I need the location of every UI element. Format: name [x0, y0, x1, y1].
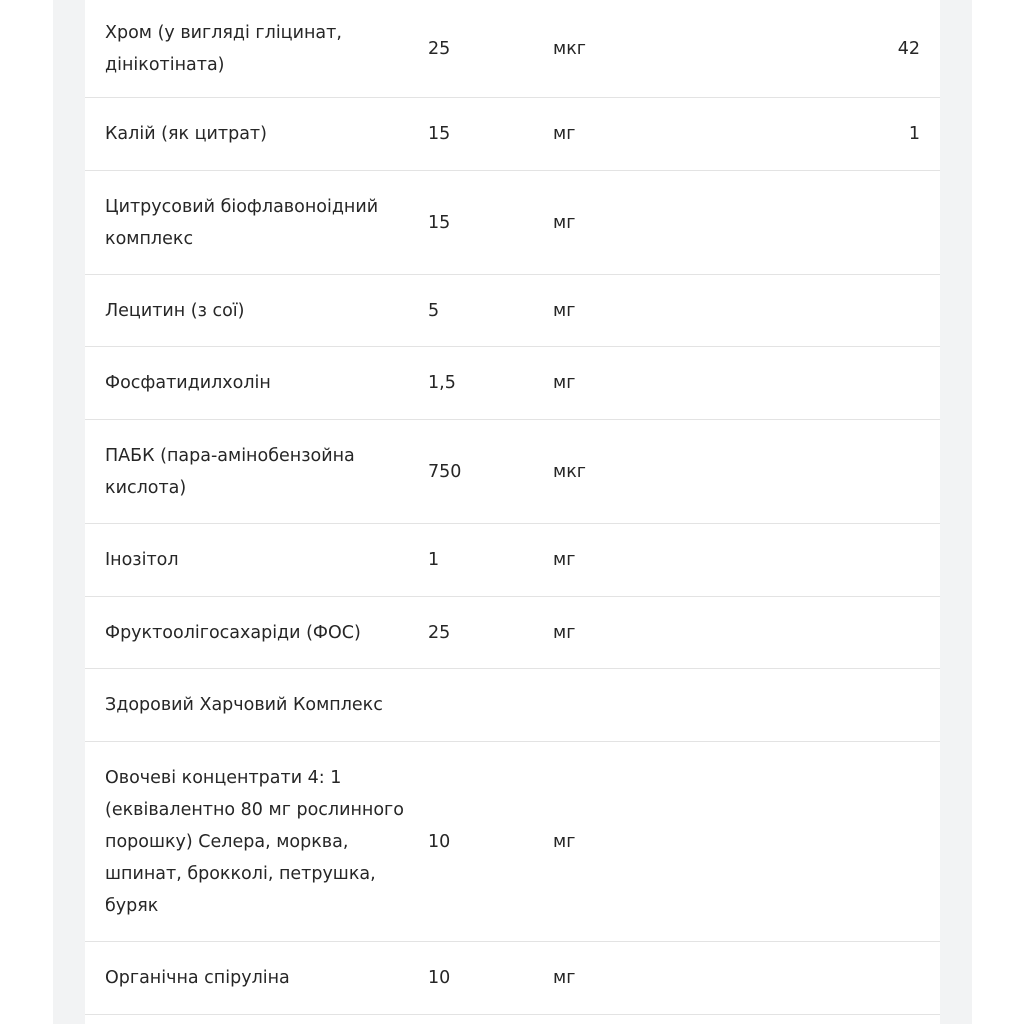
ingredient-amount: 15 [428, 124, 451, 144]
ingredient-unit: мг [553, 212, 576, 233]
ingredient-unit: мг [553, 300, 576, 321]
ingredient-amount: 1,5 [428, 373, 456, 393]
table-row [85, 524, 940, 597]
nutrition-table [85, 0, 940, 1015]
table-row [85, 420, 940, 524]
ingredient-amount: 5 [428, 300, 440, 321]
table-row [85, 669, 940, 742]
ingredient-amount: 1 [428, 550, 440, 570]
ingredient-name: Інозітол [105, 550, 179, 570]
table-row [85, 98, 940, 171]
table-row [85, 0, 940, 98]
ingredient-unit: мг [553, 550, 576, 570]
page-gutter-right [940, 0, 972, 1024]
table-row [85, 171, 940, 275]
ingredient-unit: мг [553, 373, 576, 393]
ingredient-name: Калій (як цитрат) [105, 124, 267, 144]
ingredient-unit: мг [553, 622, 576, 643]
table-row [85, 347, 940, 420]
ingredient-amount: 25 [428, 38, 451, 59]
ingredient-name: Фосфатидилхолін [105, 373, 271, 393]
ingredient-unit: мг [553, 124, 576, 144]
table-row [85, 275, 940, 347]
ingredient-name: Лецитин (з сої) [105, 300, 245, 321]
ingredient-name: ПАБК (пара-амінобензойна кислота) [105, 445, 355, 498]
ingredient-name: Фруктоолігосахаріди (ФОС) [105, 622, 361, 643]
ingredient-name: Органічна спіруліна [105, 968, 290, 988]
table-row [85, 942, 940, 1015]
table-row [85, 742, 940, 942]
ingredient-unit: мг [553, 831, 576, 852]
table-row [85, 597, 940, 669]
ingredient-name: Овочеві концентрати 4: 1 (еквівалентно 80 мг рослинного порошку) Селера, морква, шпинат, брокколі, петрушка, буряк [105, 767, 404, 916]
ingredient-amount: 15 [428, 212, 451, 233]
ingredient-name: Хром (у вигляді гліцинат, дінікотіната) [105, 22, 342, 75]
page-gutter-left [53, 0, 85, 1024]
ingredient-unit: мкг [553, 38, 586, 59]
ingredient-unit: мг [553, 968, 576, 988]
ingredient-amount: 10 [428, 831, 451, 852]
ingredient-unit: мкг [553, 461, 586, 482]
daily-value: 42 [897, 38, 920, 59]
ingredient-name: Цитрусовий біофлавоноідний комплекс [105, 196, 379, 249]
section-heading: Здоровий Харчовий Комплекс [105, 695, 383, 715]
ingredient-amount: 25 [428, 622, 451, 643]
daily-value: 1 [908, 124, 920, 144]
ingredient-amount: 10 [428, 968, 451, 988]
ingredient-amount: 750 [428, 461, 462, 482]
